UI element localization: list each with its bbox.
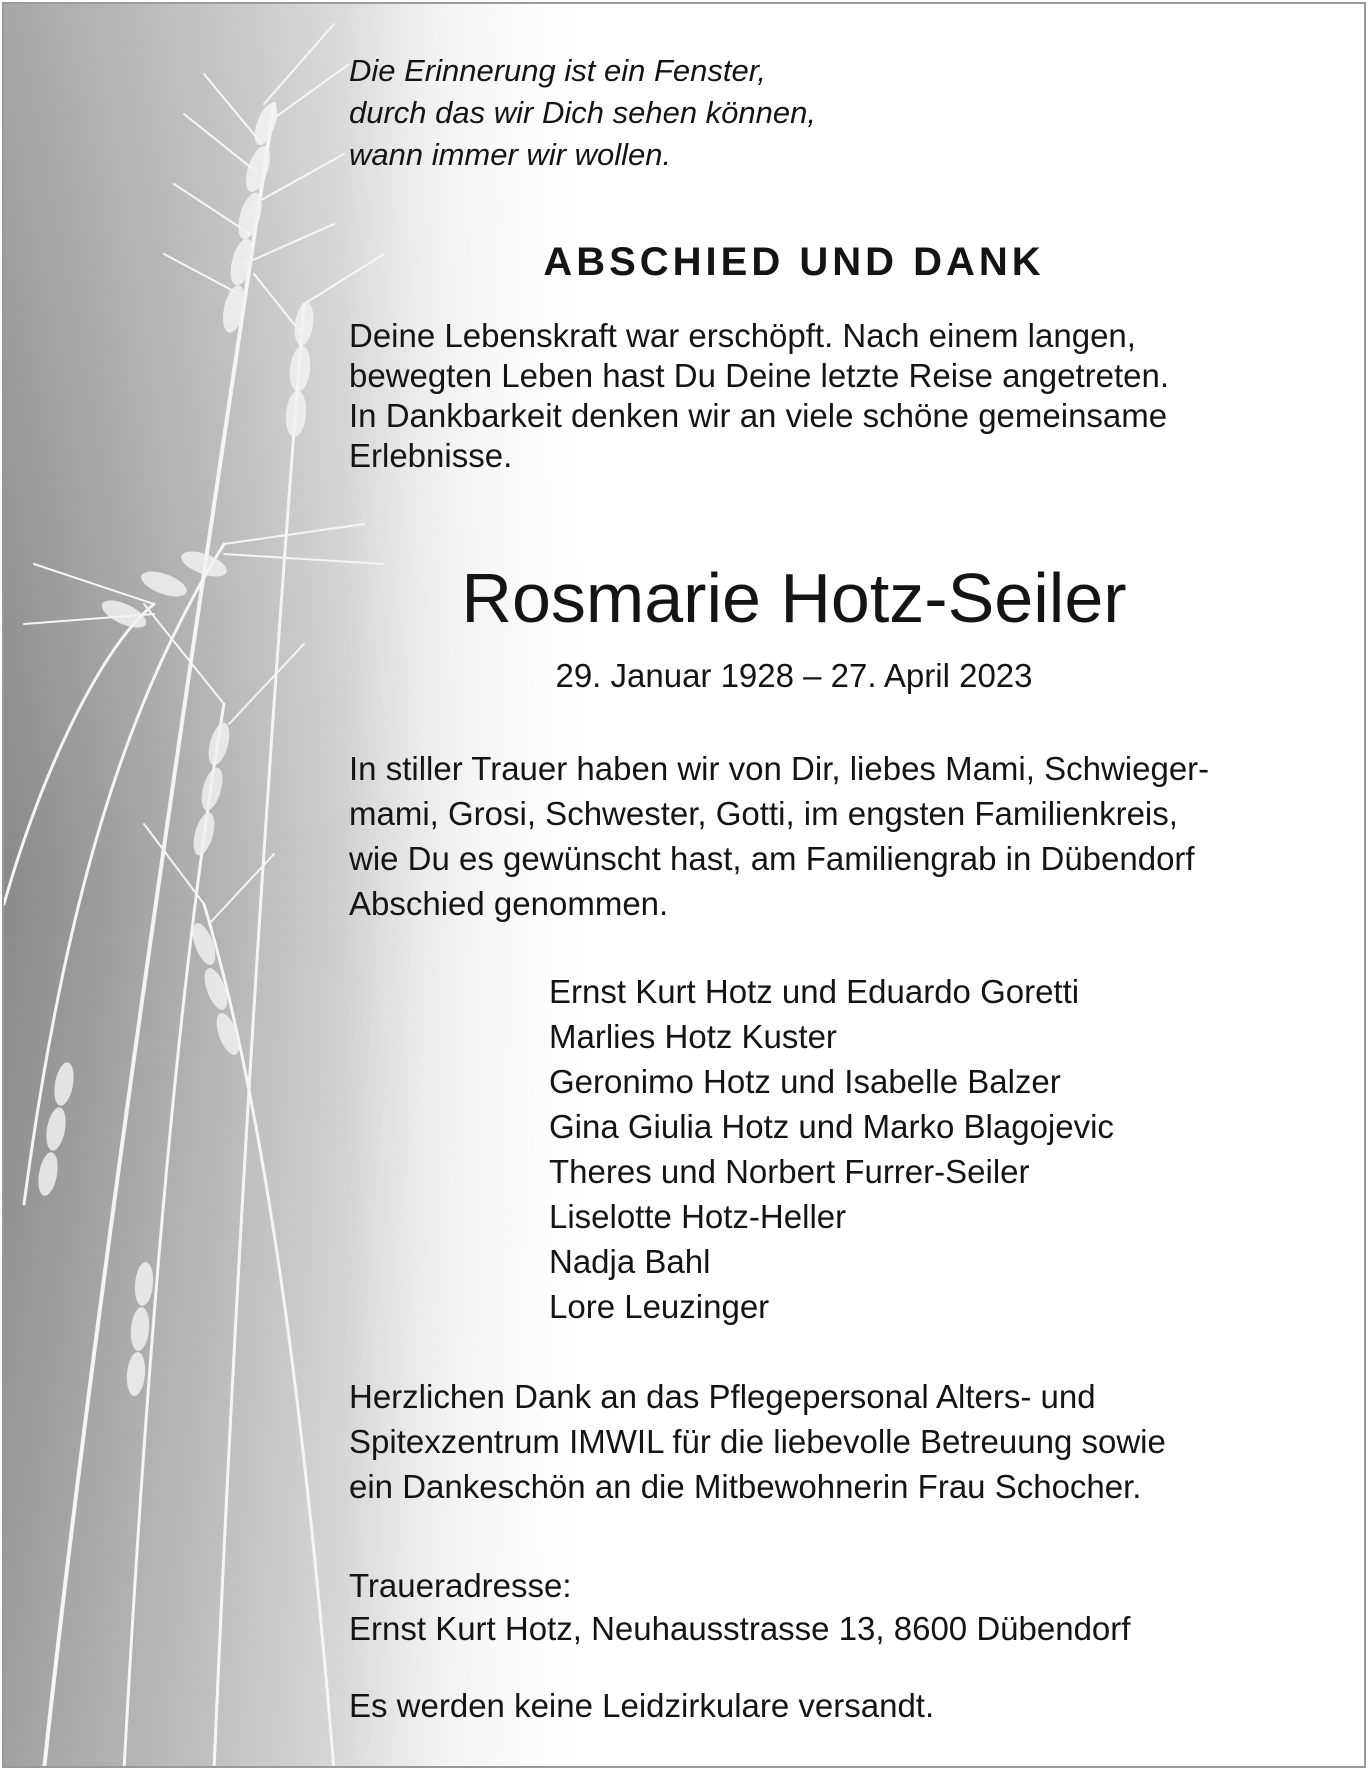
thanks-line: Spitexzentrum IMWIL für die liebevolle Betreuung sowie	[349, 1423, 1166, 1460]
intro-line: Deine Lebenskraft war erschöpft. Nach einem langen,	[349, 317, 1136, 354]
intro-line: bewegten Leben hast Du Deine letzte Reise angetreten.	[349, 357, 1170, 394]
relative-name: Theres und Norbert Furrer-Seiler	[549, 1153, 1030, 1190]
intro-line: In Dankbarkeit denken wir an viele schöne gemeinsame	[349, 397, 1168, 434]
relative-name: Marlies Hotz Kuster	[549, 1018, 837, 1055]
mourning-paragraph	[349, 746, 1209, 926]
intro-line: Erlebnisse.	[349, 437, 513, 474]
mourning-line: In stiller Trauer haben wir von Dir, liebes Mami, Schwieger-	[349, 750, 1210, 787]
relative-name: Geronimo Hotz und Isabelle Balzer	[549, 1063, 1061, 1100]
quote-line: Die Erinnerung ist ein Fenster,	[349, 53, 766, 88]
deceased-name: Rosmarie Hotz-Seiler	[461, 559, 1127, 637]
thanks-line: ein Dankeschön an die Mitbewohnerin Frau Schocher.	[349, 1468, 1142, 1505]
mourning-line: mami, Grosi, Schwester, Gotti, im engsten Familienkreis,	[349, 795, 1178, 832]
address-label: Traueradresse:	[349, 1567, 572, 1604]
relative-name: Gina Giulia Hotz und Marko Blagojevic	[549, 1108, 1114, 1145]
relative-name: Liselotte Hotz-Heller	[549, 1198, 847, 1235]
quote-line: wann immer wir wollen.	[349, 137, 672, 172]
obituary-notice	[2, 2, 1366, 1768]
mourning-line: Abschied genommen.	[349, 885, 669, 922]
address-value: Ernst Kurt Hotz, Neuhausstrasse 13, 8600 Dübendorf	[349, 1610, 1131, 1647]
relative-name: Lore Leuzinger	[549, 1288, 770, 1325]
mourning-line: wie Du es gewünscht hast, am Familiengrab in Dübendorf	[349, 840, 1195, 877]
memorial-quote	[349, 50, 816, 176]
thanks-line: Herzlichen Dank an das Pflegepersonal Alters- und	[349, 1378, 1096, 1415]
circular-notice: Es werden keine Leidzirkulare versandt.	[349, 1687, 935, 1724]
quote-line: durch das wir Dich sehen können,	[349, 95, 816, 130]
mourning-address	[349, 1564, 1130, 1650]
relatives-list	[549, 969, 1114, 1329]
life-dates: 29. Januar 1928 – 27. April 2023	[555, 657, 1033, 694]
intro-paragraph	[349, 316, 1169, 476]
section-heading: ABSCHIED UND DANK	[543, 240, 1045, 284]
thanks-paragraph	[349, 1374, 1166, 1509]
relative-name: Nadja Bahl	[549, 1243, 711, 1280]
relative-name: Ernst Kurt Hotz und Eduardo Goretti	[549, 973, 1080, 1010]
